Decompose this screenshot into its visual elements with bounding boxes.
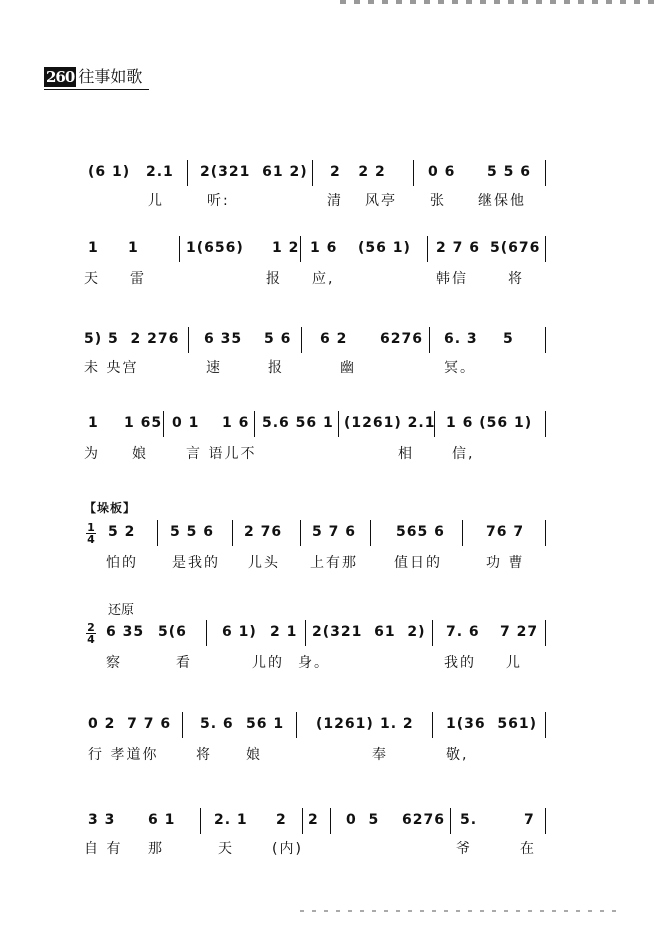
lyric: 功 曹 — [486, 555, 525, 571]
note-group: 56 1 — [246, 716, 285, 732]
note-group: 6 35 — [106, 624, 145, 640]
lyric: 我的 — [444, 655, 476, 671]
scan-artifact-top — [340, 0, 655, 4]
header-rule — [44, 89, 149, 90]
page-number: 260 — [46, 68, 75, 86]
note-group: 6 2 — [320, 331, 348, 347]
note-group: 2 — [308, 812, 319, 828]
note-group: 6. 3 — [444, 331, 478, 347]
lyric: 张 — [430, 193, 446, 209]
time-signature-top: 2 — [87, 621, 95, 634]
note-group: 5 7 6 — [312, 524, 356, 540]
note-group: 1 — [88, 240, 99, 256]
lyric: 将 — [508, 271, 524, 287]
book-title: 往事如歌 — [78, 67, 143, 86]
lyric: 速 — [206, 360, 222, 376]
note-group: 6276 — [380, 331, 423, 347]
note-group: 1 65 — [124, 415, 163, 431]
note-group: 1 6 — [222, 415, 250, 431]
lyric: 听: — [207, 193, 230, 209]
lyric: 看 — [176, 655, 192, 671]
note-group: 0 6 — [428, 164, 456, 180]
lyric: 应, — [312, 271, 335, 287]
annotation-restore: 还原 — [108, 603, 135, 618]
lyric: 奉 — [372, 747, 388, 763]
lyric: 自 有 — [84, 841, 123, 857]
lyric: 清 — [327, 193, 343, 209]
note-group: 2 7 6 — [436, 240, 480, 256]
lyric: 怕的 — [106, 555, 138, 571]
lyric: 上有那 — [310, 555, 358, 571]
lyric: 韩信 — [436, 271, 468, 287]
note-group: (56 1) — [358, 240, 411, 256]
note-group: 2 2 2 — [330, 164, 386, 180]
score-line-7 — [0, 712, 655, 782]
score-line-4 — [0, 411, 655, 481]
note-group: 3 3 — [88, 812, 116, 828]
note-group: 1(36 561) — [446, 716, 537, 732]
lyric: 报 — [266, 271, 282, 287]
lyric: 继保他 — [478, 193, 526, 209]
note-group: 5 6 — [264, 331, 292, 347]
note-group: 2 — [276, 812, 287, 828]
note-group: 1(656) — [186, 240, 244, 256]
note-group: 5 2 — [108, 524, 136, 540]
lyric: 风亭 — [365, 193, 397, 209]
lyric: 儿的 — [252, 655, 284, 671]
note-group: 5(6 — [158, 624, 187, 640]
note-group: 1 — [128, 240, 139, 256]
lyric: 未 央宫 — [84, 360, 139, 376]
lyric: 在 — [520, 841, 536, 857]
note-group: 1 6 (56 1) — [446, 415, 533, 431]
note-group: 2 76 — [244, 524, 283, 540]
note-group: 0 2 7 7 6 — [88, 716, 172, 732]
note-group: 7 27 — [500, 624, 539, 640]
lyric: 冥。 — [444, 360, 476, 376]
lyric: 为 — [84, 446, 100, 462]
note-group: 6 35 — [204, 331, 243, 347]
note-group: 2. 1 — [214, 812, 248, 828]
lyric: 儿头 — [248, 555, 280, 571]
lyric: 儿 — [148, 193, 164, 209]
lyric: 天 — [218, 841, 234, 857]
time-signature-bottom: 4 — [87, 633, 95, 646]
lyric: 行 孝道你 — [88, 747, 159, 763]
lyric: 将 — [196, 747, 212, 763]
note-group: 6 1 — [148, 812, 176, 828]
lyric: 幽 — [340, 360, 356, 376]
note-group: (6 1) — [88, 164, 131, 180]
page-header — [44, 66, 142, 88]
section-label: 【垛板】 — [84, 501, 137, 515]
note-group: 7 — [524, 812, 535, 828]
score-line-8 — [0, 808, 655, 878]
note-group: 2.1 — [146, 164, 174, 180]
note-group: 2(321 61 2) — [200, 164, 308, 180]
note-group: 5. 6 — [200, 716, 234, 732]
note-group: 5 — [503, 331, 514, 347]
lyric: 雷 — [130, 271, 146, 287]
time-signature-top: 1 — [87, 521, 95, 534]
note-group: 76 7 — [486, 524, 525, 540]
note-group: 1. 2 — [380, 716, 414, 732]
lyric: 察 — [106, 655, 122, 671]
note-group: 5.6 56 1 — [262, 415, 334, 431]
score-line-1 — [0, 160, 655, 230]
score-line-6 — [0, 620, 655, 690]
note-group: 7. 6 — [446, 624, 480, 640]
lyric: 娘 — [246, 747, 262, 763]
scan-artifact-bottom — [300, 910, 620, 912]
note-group: 5) 5 2 276 — [84, 331, 180, 347]
note-group: 1 6 — [310, 240, 338, 256]
lyric: 相 — [398, 446, 414, 462]
score-line-5 — [0, 520, 655, 590]
lyric: 报 — [268, 360, 284, 376]
note-group: 5. — [460, 812, 478, 828]
note-group: 0 1 — [172, 415, 200, 431]
lyric: 敬, — [446, 747, 469, 763]
note-group: (1261) 2.1 — [344, 415, 436, 431]
lyric: 天 — [84, 271, 100, 287]
note-group: 1 — [88, 415, 99, 431]
time-signature-bottom: 4 — [87, 533, 95, 546]
note-group: 0 5 — [346, 812, 380, 828]
note-group: 5 5 6 — [170, 524, 214, 540]
lyric: 身。 — [298, 655, 330, 671]
note-group: 1 2 — [272, 240, 300, 256]
score-line-3 — [0, 327, 655, 397]
note-group: 5(676 — [490, 240, 541, 256]
lyric: 娘 — [132, 446, 148, 462]
note-group: 6276 — [402, 812, 445, 828]
note-group: 2(321 61 2) — [312, 624, 426, 640]
lyric: (内) — [272, 841, 303, 857]
note-group: 565 6 — [396, 524, 445, 540]
lyric: 儿 — [506, 655, 522, 671]
lyric: 值日的 — [394, 555, 442, 571]
score-line-2 — [0, 236, 655, 306]
lyric: 信, — [452, 446, 475, 462]
note-group: (1261) — [316, 716, 374, 732]
note-group: 2 1 — [270, 624, 298, 640]
lyric: 言 语儿不 — [186, 446, 257, 462]
lyric: 爷 — [456, 841, 472, 857]
lyric: 那 — [148, 841, 164, 857]
note-group: 5 5 6 — [487, 164, 531, 180]
note-group: 6 1) — [222, 624, 257, 640]
lyric: 是我的 — [172, 555, 220, 571]
